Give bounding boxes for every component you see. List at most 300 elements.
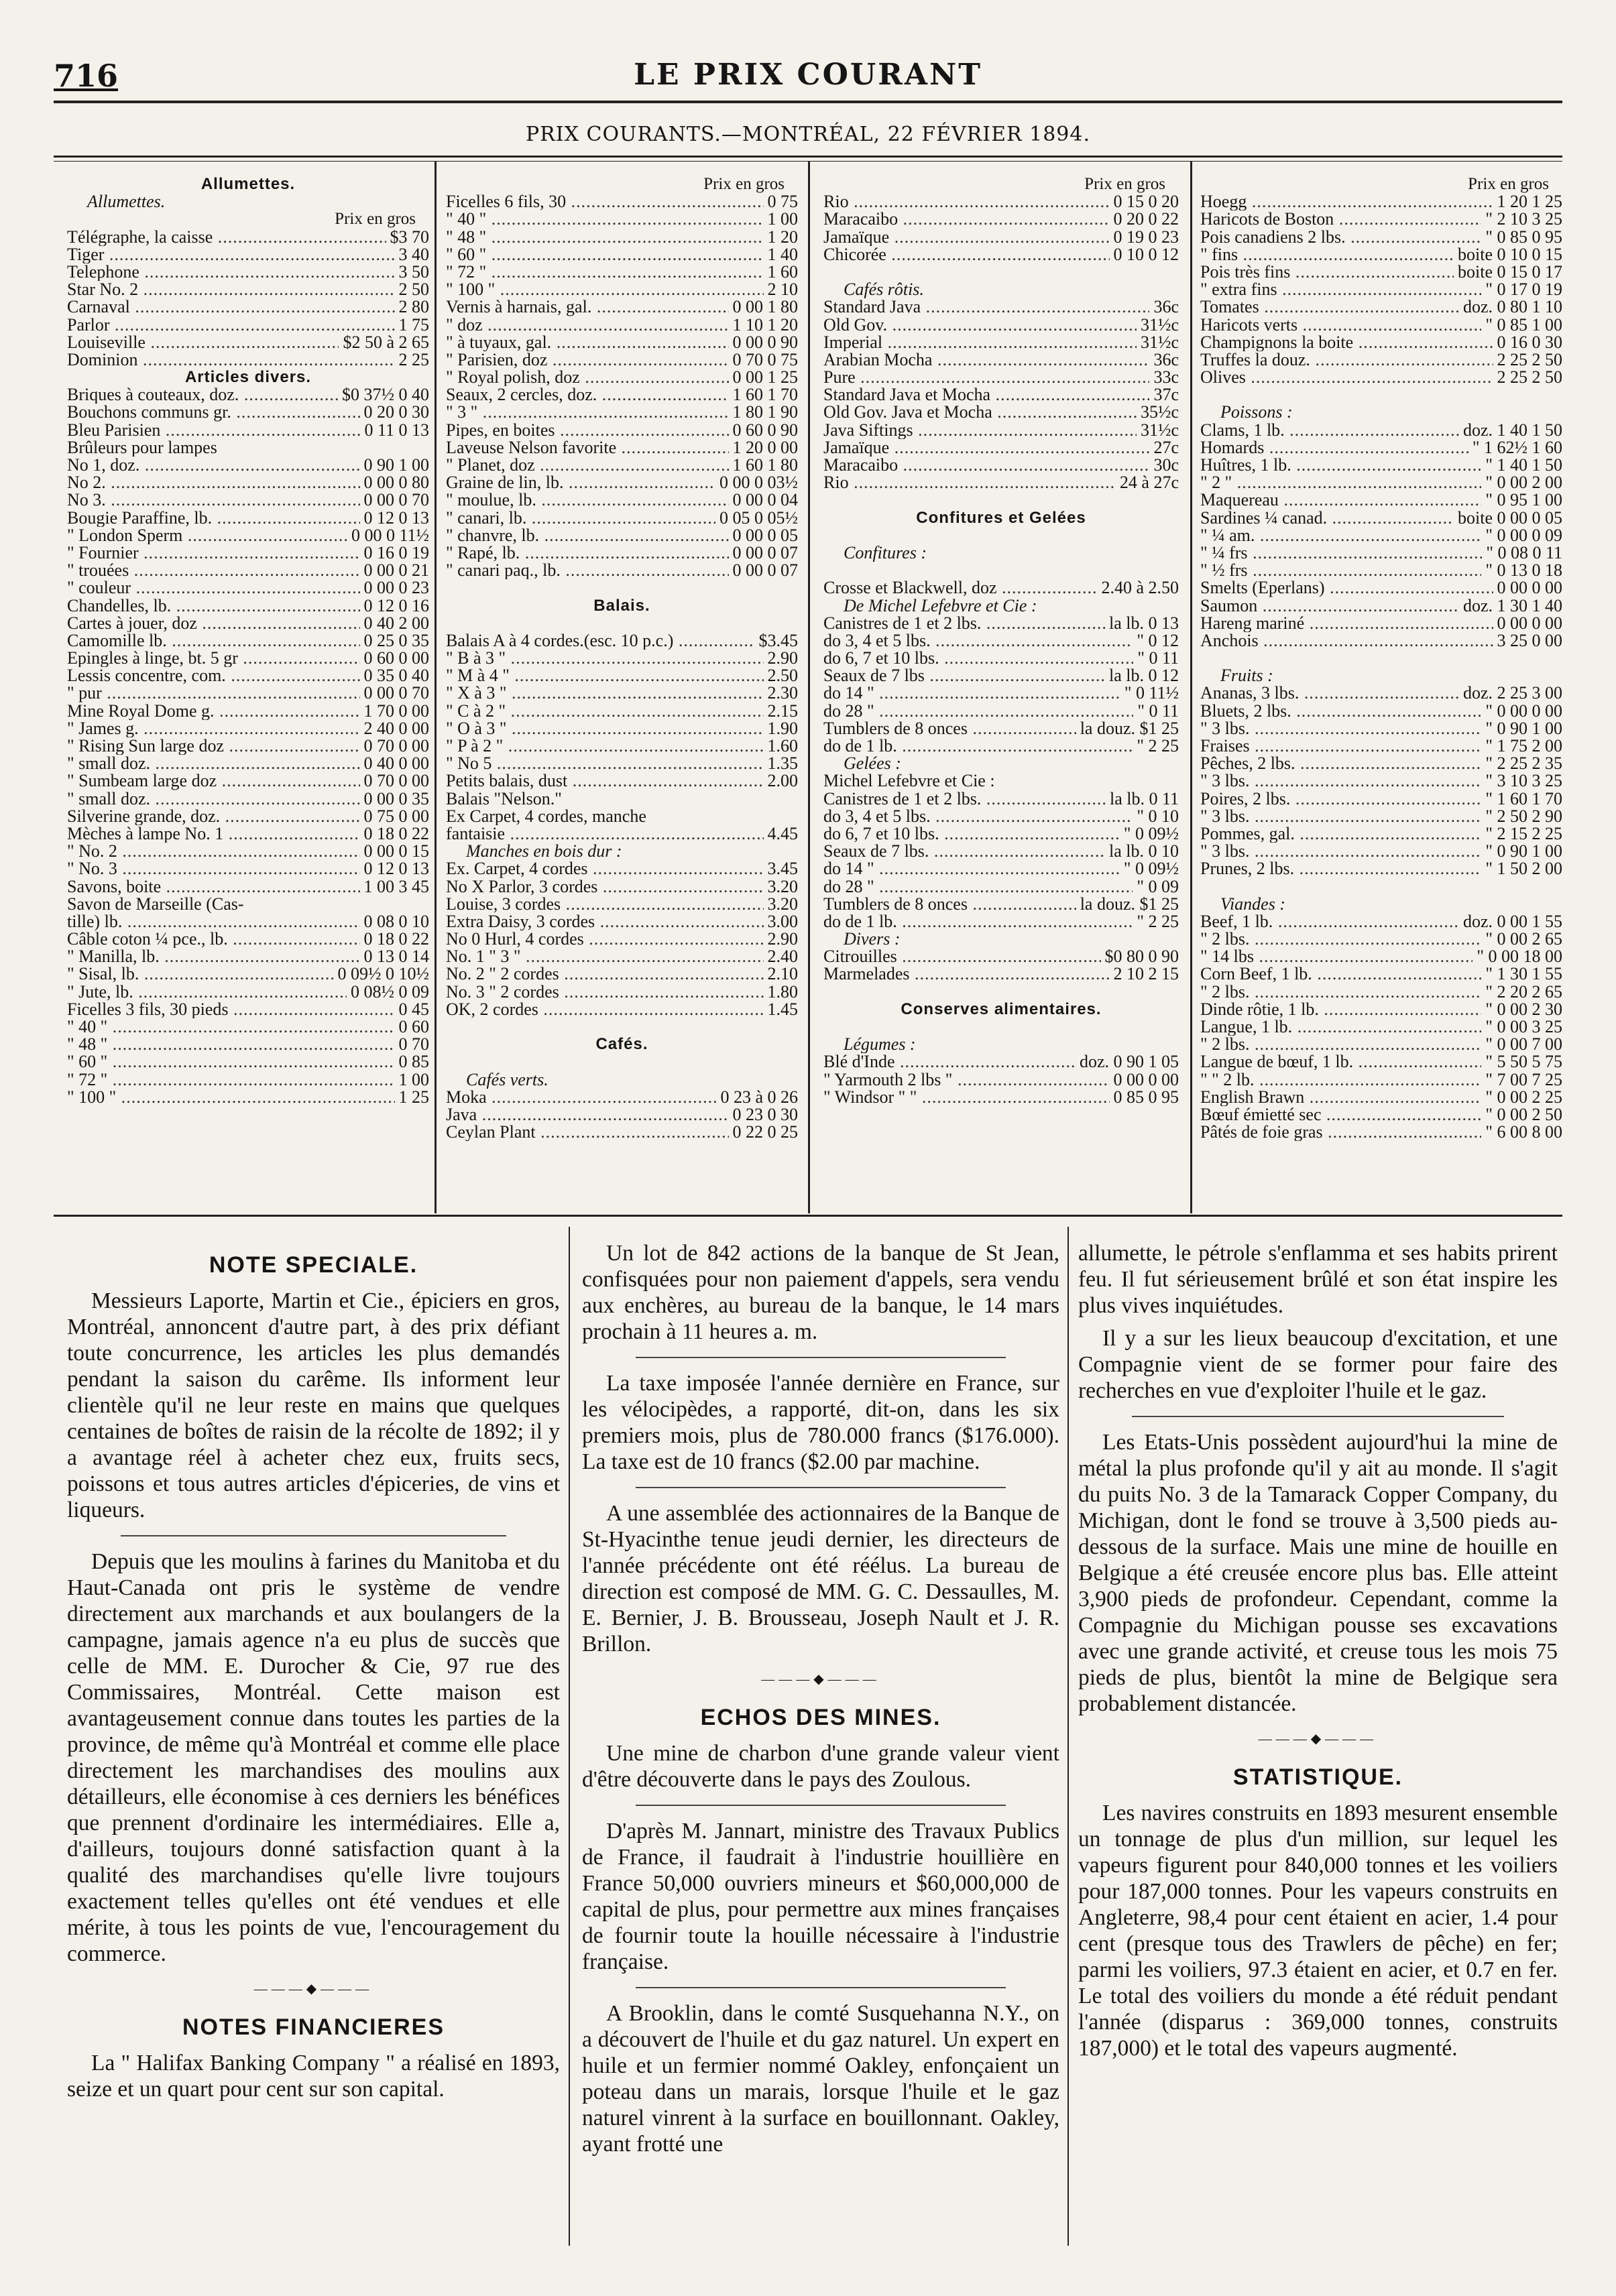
item-price: 27c bbox=[1153, 438, 1179, 457]
price-row bbox=[1200, 474, 1562, 491]
item-price: " 1 60 1 70 bbox=[1485, 790, 1562, 808]
item-label: Bœuf émietté sec ..... bbox=[1200, 1106, 1481, 1124]
price-row bbox=[823, 737, 1179, 755]
item-label: Carnaval ..... bbox=[67, 298, 395, 316]
item-price: 1.45 bbox=[767, 1000, 798, 1018]
price-list-heading: PRIX COURANTS.—MONTRÉAL, 22 FÉVRIER 1894. bbox=[525, 123, 1091, 146]
item-label: Champignons la boite ..... bbox=[1200, 334, 1493, 351]
item-label: Prunes, 2 lbs. ..... bbox=[1200, 860, 1481, 878]
item-price: la lb. 0 12 bbox=[1109, 667, 1179, 685]
ornament-divider: ———◆——— bbox=[1258, 1732, 1378, 1746]
item-label: Louiseville ..... bbox=[67, 334, 339, 351]
price-row bbox=[67, 281, 429, 298]
item-price: 36c bbox=[1153, 298, 1179, 316]
price-row bbox=[1200, 1124, 1562, 1141]
item-price: 2.30 bbox=[767, 684, 798, 703]
price-row bbox=[1200, 615, 1562, 632]
item-label: Canistres de 1 et 2 lbs. ..... bbox=[823, 615, 1105, 632]
price-row bbox=[67, 1036, 429, 1053]
price-row bbox=[67, 755, 429, 772]
item-label: " 72 " ..... bbox=[67, 1071, 395, 1089]
price-row bbox=[1200, 457, 1562, 474]
price-row bbox=[823, 422, 1179, 439]
item-price: 0 60 0 90 bbox=[732, 421, 798, 439]
price-row bbox=[1200, 229, 1562, 246]
item-price: 0 70 bbox=[398, 1036, 429, 1054]
price-row bbox=[1200, 1106, 1562, 1124]
price-row bbox=[67, 474, 429, 491]
item-label: " C à 2 " ..... bbox=[446, 703, 764, 720]
item-label: Saumon ..... bbox=[1200, 597, 1459, 615]
subsection-heading: Confitures : bbox=[844, 544, 927, 562]
item-label: " 3 lbs. ..... bbox=[1200, 843, 1481, 860]
ornament-divider: ———◆——— bbox=[253, 1982, 373, 1996]
item-price: 2 10 bbox=[767, 281, 798, 299]
item-price: 1 25 bbox=[398, 1088, 429, 1106]
item-price: boite 0 00 0 05 bbox=[1458, 509, 1562, 527]
item-label: Olives ..... bbox=[1200, 369, 1493, 386]
item-label: Savons, boite ..... bbox=[67, 878, 360, 896]
item-price: 31½c bbox=[1140, 333, 1179, 351]
item-price: 1 60 1 80 bbox=[732, 457, 798, 475]
table-bottom-rule bbox=[54, 1215, 1562, 1217]
item-label: Chandelles, lb. ..... bbox=[67, 597, 360, 615]
item-label: " 48 " ..... bbox=[446, 229, 764, 246]
item-price: " 0 10 bbox=[1137, 807, 1179, 825]
spacer bbox=[1200, 386, 1562, 404]
item-label: Old Gov. Java et Mocha ..... bbox=[823, 404, 1137, 421]
item-label: " canari paq., lb. ..... bbox=[446, 562, 729, 579]
price-row bbox=[823, 825, 1179, 843]
subsection-heading: Manches en bois dur : bbox=[466, 843, 622, 861]
price-row bbox=[67, 562, 429, 579]
item-price: 0 00 0 04 bbox=[732, 491, 798, 509]
item-label: " B à 3 " ..... bbox=[446, 650, 764, 667]
item-price: " 2 25 bbox=[1137, 737, 1179, 756]
item-price: 1.80 bbox=[767, 983, 798, 1001]
item-price: 2.40 à 2.50 bbox=[1101, 579, 1179, 597]
item-label: Beef, 1 lb. ..... bbox=[1200, 913, 1459, 930]
item-label: Extra Daisy, 3 cordes ..... bbox=[446, 913, 764, 930]
item-label: " 60 " ..... bbox=[67, 1053, 395, 1071]
price-row bbox=[67, 229, 429, 246]
item-price: 2 40 0 00 bbox=[363, 719, 429, 737]
price-row bbox=[67, 860, 429, 878]
item-price: 2.00 bbox=[767, 772, 798, 790]
item-price: 2 25 bbox=[398, 351, 429, 369]
item-price: 0 70 0 75 bbox=[732, 351, 798, 369]
price-row bbox=[823, 878, 1179, 896]
price-row bbox=[1200, 755, 1562, 772]
prix-en-gros-label: Prix en gros bbox=[1468, 176, 1549, 193]
price-row bbox=[1200, 298, 1562, 316]
paragraph: Les navires construits en 1893 mesurent ensemble un tonnage de plus d'un million, sur lequel les vapeurs figurent pour 840,000 tonnes et les voiliers pour 187,000 tonnes. Pour les vapeurs construits en Angleterre, 98,4 pour cent étaient en acier, 1.4 pour cent (presque tous des Trawlers de pêche) en fer; parmi les voiliers, 97.3 étaient en acier, et 0.7 en fer. Le total des voiliers du monde a été réduit pendant l'année (disparus : 369,000 tonnes, construits 187,000) et le total des vapeurs augmenté. bbox=[1078, 1801, 1558, 2061]
item-price: 0 60 0 00 bbox=[363, 650, 429, 668]
separator bbox=[636, 1805, 1006, 1806]
item-label: " 2 lbs. ..... bbox=[1200, 930, 1481, 948]
item-label: " M à 4 " ..... bbox=[446, 667, 764, 684]
price-row bbox=[446, 755, 798, 772]
price-row bbox=[1200, 369, 1562, 386]
item-label: " trouées ..... bbox=[67, 562, 360, 579]
item-label: " canari, lb. ..... bbox=[446, 509, 715, 527]
item-label: Camomille lb. ..... bbox=[67, 632, 360, 650]
price-row bbox=[67, 404, 429, 421]
item-price: 0 15 0 20 bbox=[1113, 193, 1179, 211]
item-label: Bougie Paraffine, lb. ..... bbox=[67, 509, 360, 527]
price-row bbox=[1200, 913, 1562, 930]
item-label: Silverine grande, doz. ..... bbox=[67, 808, 360, 825]
item-price: " 2 15 2 25 bbox=[1485, 825, 1562, 843]
item-price: 0 00 1 25 bbox=[732, 369, 798, 387]
price-row bbox=[446, 667, 798, 684]
price-row bbox=[823, 790, 1179, 808]
item-label: Hoegg ..... bbox=[1200, 193, 1493, 210]
item-price: " 5 50 5 75 bbox=[1485, 1053, 1562, 1071]
item-price: $0 80 0 90 bbox=[1104, 948, 1179, 966]
item-label: Jamaïque ..... bbox=[823, 229, 1110, 246]
item-label: Marmelades ..... bbox=[823, 965, 1110, 983]
item-label: Pâtés de foie gras ..... bbox=[1200, 1124, 1481, 1141]
item-label: " moulue, lb. ..... bbox=[446, 491, 729, 509]
price-row bbox=[823, 843, 1179, 860]
price-row bbox=[1200, 720, 1562, 737]
item-label: Seaux de 7 lbs. ..... bbox=[823, 843, 1105, 860]
item-price: 1.60 bbox=[767, 737, 798, 756]
item-price: " 0 85 1 00 bbox=[1485, 316, 1562, 334]
item-price: $2 50 à 2 65 bbox=[343, 333, 429, 351]
item-price: " 0 00 3 25 bbox=[1485, 1018, 1562, 1036]
item-price: " 3 10 3 25 bbox=[1485, 772, 1562, 790]
price-row bbox=[67, 825, 429, 843]
item-label: Standard Java et Mocha ..... bbox=[823, 386, 1149, 404]
item-price: 0 12 0 13 bbox=[363, 860, 429, 878]
text-line: Michel Lefebvre et Cie : bbox=[823, 772, 995, 790]
price-row bbox=[67, 263, 429, 281]
item-price: 0 16 0 30 bbox=[1497, 333, 1562, 351]
item-price: $3.45 bbox=[758, 631, 798, 650]
price-row bbox=[446, 896, 798, 913]
item-price: 2.90 bbox=[767, 650, 798, 668]
price-row bbox=[1200, 439, 1562, 457]
item-label: do 28 " ..... bbox=[823, 878, 1133, 896]
item-label: do de 1 lb. ..... bbox=[823, 737, 1133, 755]
item-label: " Fournier ..... bbox=[67, 544, 360, 562]
item-label: Pipes, en boites ..... bbox=[446, 422, 729, 439]
item-price: 3 50 bbox=[398, 263, 429, 282]
price-row bbox=[446, 334, 798, 351]
item-price: 37c bbox=[1153, 386, 1179, 404]
separator bbox=[1132, 1416, 1504, 1417]
subsection-heading: Viandes : bbox=[1220, 895, 1285, 913]
price-row bbox=[1200, 790, 1562, 808]
item-price: 0 00 0 70 bbox=[363, 684, 429, 703]
item-price: " 0 00 2 50 bbox=[1485, 1105, 1562, 1124]
item-price: 3 25 0 00 bbox=[1497, 631, 1562, 650]
item-label: Pommes, gal. ..... bbox=[1200, 825, 1481, 843]
item-price: 0 05 0 05½ bbox=[719, 509, 798, 527]
item-label: Java ..... bbox=[446, 1106, 729, 1124]
item-label: Clams, 1 lb. ..... bbox=[1200, 422, 1459, 439]
price-row bbox=[1200, 948, 1562, 965]
subsection-heading: Gelées : bbox=[844, 755, 901, 773]
item-price: 33c bbox=[1153, 369, 1179, 387]
column-divider bbox=[435, 161, 437, 1213]
price-row bbox=[446, 878, 798, 896]
item-price: " 0 17 0 19 bbox=[1485, 281, 1562, 299]
price-row bbox=[823, 632, 1179, 650]
price-row bbox=[823, 965, 1179, 983]
item-label: Ficelles 6 fils, 30 ..... bbox=[446, 193, 764, 210]
item-price: 3.20 bbox=[767, 878, 798, 896]
item-price: 0 35 0 40 bbox=[363, 667, 429, 685]
price-row bbox=[446, 457, 798, 474]
item-price: " 0 00 2 65 bbox=[1485, 930, 1562, 949]
item-price: 1 00 bbox=[398, 1071, 429, 1089]
item-label: do 6, 7 et 10 lbs. ..... bbox=[823, 650, 1133, 667]
price-row bbox=[823, 650, 1179, 667]
item-label: Langue de bœuf, 1 lb. ..... bbox=[1200, 1053, 1481, 1071]
item-label: Rio ..... bbox=[823, 193, 1110, 210]
price-row bbox=[67, 684, 429, 702]
item-price: " 0 00 18 00 bbox=[1477, 948, 1562, 966]
item-label: Briques à couteaux, doz. ..... bbox=[67, 386, 338, 404]
item-label: Truffes la douz. ..... bbox=[1200, 351, 1493, 369]
price-row bbox=[67, 579, 429, 597]
price-row bbox=[67, 334, 429, 351]
item-label: Canistres de 1 et 2 lbs. ..... bbox=[823, 790, 1106, 808]
item-price: " 0 95 1 00 bbox=[1485, 491, 1562, 509]
item-price: $0 37½ 0 40 bbox=[342, 386, 429, 404]
item-label: " Sisal, lb. ..... bbox=[67, 965, 334, 983]
subsection-heading: Allumettes. bbox=[87, 193, 166, 211]
item-price: 30c bbox=[1153, 457, 1179, 475]
item-price: 2.15 bbox=[767, 702, 798, 720]
price-row bbox=[67, 737, 429, 755]
item-price: 31½c bbox=[1140, 316, 1179, 334]
price-row bbox=[823, 229, 1179, 246]
item-price: 0 00 0 35 bbox=[363, 790, 429, 808]
price-row bbox=[67, 808, 429, 825]
item-label: " ¼ am. ..... bbox=[1200, 527, 1481, 544]
item-label: " 100 " ..... bbox=[67, 1089, 395, 1106]
item-price: " 0 00 2 30 bbox=[1485, 1000, 1562, 1018]
price-column-2 bbox=[446, 176, 798, 1205]
item-label: Star No. 2 ..... bbox=[67, 281, 395, 298]
price-row bbox=[67, 527, 429, 544]
item-label: Haricots verts ..... bbox=[1200, 316, 1481, 334]
price-row bbox=[67, 1071, 429, 1089]
section-heading: Articles divers. bbox=[184, 369, 312, 387]
item-price: 2 25 2 50 bbox=[1497, 369, 1562, 387]
price-row bbox=[1200, 579, 1562, 597]
item-label: " small doz. ..... bbox=[67, 790, 360, 808]
item-label: No. 3 " 2 cordes ..... bbox=[446, 983, 764, 1001]
subsection-heading: Poissons : bbox=[1220, 404, 1293, 422]
item-label: do de 1 lb. ..... bbox=[823, 913, 1133, 930]
spacer bbox=[446, 1018, 798, 1036]
price-row bbox=[446, 474, 798, 491]
section-heading: Allumettes. bbox=[200, 176, 296, 193]
item-price: 0 70 0 00 bbox=[363, 772, 429, 790]
item-price: 0 85 bbox=[398, 1053, 429, 1071]
item-price: 1 20 1 25 bbox=[1497, 193, 1562, 211]
item-price: " 7 00 7 25 bbox=[1485, 1071, 1562, 1089]
spacer bbox=[823, 983, 1179, 1001]
price-column-1 bbox=[67, 176, 429, 1205]
item-price: " 0 12 bbox=[1137, 631, 1179, 650]
text-line: Savon de Marseille (Cas- bbox=[67, 895, 244, 913]
item-label: " Windsor " " ..... bbox=[823, 1089, 1110, 1106]
item-label: Dinde rôtie, 1 lb. ..... bbox=[1200, 1001, 1481, 1018]
item-label: No 1, doz. ..... bbox=[67, 457, 360, 474]
item-price: 2 10 2 15 bbox=[1113, 965, 1179, 983]
item-price: doz. 0 80 1 10 bbox=[1462, 298, 1562, 316]
paragraph: Les Etats-Unis possèdent aujourd'hui la mine de métal la plus profonde qu'il y ait au monde. Il s'agit du puits No. 3 de la Tamarack Copper Company, du Michigan, dont le fond se trouve à 3,500 pieds au-dessous de la surface. Mais une mine de houille en Belgique a été creusée encore plus bas. Elle atteint 3,900 pieds de profondeur. Cependant, comme la Compagnie du Michigan pousse ses excavations avec une grande activité, et creuse tous les mois 75 pieds de plus, bientôt la mine de Belgique sera probablement distancée. bbox=[1078, 1430, 1558, 1716]
price-row bbox=[67, 1089, 429, 1106]
price-column-3 bbox=[823, 176, 1179, 1205]
price-row bbox=[446, 193, 798, 210]
item-label: Télégraphe, la caisse ..... bbox=[67, 229, 386, 246]
item-price: 0 13 0 14 bbox=[363, 948, 429, 966]
item-price: 0 18 0 22 bbox=[363, 825, 429, 843]
item-price: " 1 50 2 00 bbox=[1485, 860, 1562, 878]
paragraph: Messieurs Laporte, Martin et Cie., épiciers en gros, Montréal, annoncent d'autre part, à des prix défiant toute concurrence, les articles les plus demandés pendant la saison du carême. Ils informent leur clientèle qu'il ne leur reste en mains que quelques centaines de boîtes de raisin de la récolte de 1892; il y a avantage réel à acheter chez eux, fruits secs, poissons et tous autres articles d'épiceries, de vins et liqueurs. bbox=[67, 1288, 560, 1522]
item-label: Ex. Carpet, 4 cordes ..... bbox=[446, 860, 764, 878]
item-price: " 0 00 0 09 bbox=[1485, 526, 1562, 544]
item-price: " 0 09½ bbox=[1123, 825, 1179, 843]
item-label: Poires, 2 lbs. ..... bbox=[1200, 790, 1481, 808]
spacer bbox=[1200, 878, 1562, 896]
item-label: Tumblers de 8 onces ..... bbox=[823, 720, 1076, 737]
item-price: 4.45 bbox=[767, 825, 798, 843]
item-label: Lessis concentre, com. ..... bbox=[67, 667, 360, 684]
item-label: " 3 lbs. ..... bbox=[1200, 808, 1481, 825]
item-price: " 1 40 1 50 bbox=[1485, 457, 1562, 475]
item-price: la lb. 0 10 bbox=[1109, 843, 1179, 861]
item-price: " 0 09 bbox=[1137, 878, 1179, 896]
item-label: Graine de lin, lb. ..... bbox=[446, 474, 715, 491]
section-title-note-speciale: NOTE SPECIALE. bbox=[209, 1252, 418, 1278]
item-label: Pure ..... bbox=[823, 369, 1149, 386]
price-row bbox=[1200, 965, 1562, 983]
item-price: " 0 11 bbox=[1137, 650, 1179, 668]
section-title-statistique: STATISTIQUE. bbox=[1232, 1764, 1403, 1790]
item-label: " " 2 lb. ..... bbox=[1200, 1071, 1481, 1089]
price-row bbox=[67, 632, 429, 650]
price-row bbox=[1200, 491, 1562, 509]
item-price: 2 80 bbox=[398, 298, 429, 316]
paragraph: A Brooklin, dans le comté Susquehanna N.Y., on a découvert de l'huile et du gaz naturel. Un expert en huile et un fermier nommé Oakley, enfonçaient un poteau dans un marais, lorsque l'huile et le gaz naturel vinrent à la surface en bouillonnant. Oakley, ayant frotté une bbox=[582, 2001, 1059, 2157]
item-price: " 0 00 2 00 bbox=[1485, 474, 1562, 492]
item-label: " O à 3 " ..... bbox=[446, 720, 764, 737]
price-row bbox=[823, 1089, 1179, 1106]
item-price: 0 00 0 00 bbox=[1497, 614, 1562, 632]
item-price: 0 00 0 11½ bbox=[351, 526, 429, 544]
price-row bbox=[67, 316, 429, 334]
price-row bbox=[446, 351, 798, 369]
item-price: 1 80 1 90 bbox=[732, 404, 798, 422]
item-label: Cartes à jouer, doz ..... bbox=[67, 615, 360, 632]
item-price: 0 00 0 80 bbox=[363, 474, 429, 492]
item-label: Bleu Parisien ..... bbox=[67, 422, 360, 439]
item-label: " pur ..... bbox=[67, 684, 360, 702]
item-label: " 100 " ..... bbox=[446, 281, 764, 298]
price-row bbox=[823, 579, 1179, 597]
spacer bbox=[446, 579, 798, 597]
item-price: 0 00 0 15 bbox=[363, 843, 429, 861]
price-row bbox=[67, 298, 429, 316]
column-divider bbox=[1067, 1227, 1069, 2246]
price-row bbox=[446, 913, 798, 930]
item-price: 0 90 1 00 bbox=[363, 457, 429, 475]
item-price: " 0 00 7 00 bbox=[1485, 1036, 1562, 1054]
item-price: " 0 11 bbox=[1137, 702, 1179, 720]
price-row bbox=[1200, 983, 1562, 1001]
item-price: 0 20 0 22 bbox=[1113, 210, 1179, 229]
price-row bbox=[446, 703, 798, 720]
price-row bbox=[823, 457, 1179, 474]
item-price: 2.10 bbox=[767, 965, 798, 983]
price-row bbox=[1200, 351, 1562, 369]
item-label: " 60 " ..... bbox=[446, 246, 764, 263]
item-price: 0 23 à 0 26 bbox=[720, 1088, 798, 1106]
item-price: 1 00 3 45 bbox=[363, 878, 429, 896]
paragraph: A une assemblée des actionnaires de la Banque de St-Hyacinthe tenue jeudi dernier, les directeurs de l'année précédente ont été réélus. La bureau de direction est composé de MM. G. C. Dessaulles, M. E. Bernier, J. B. Brousseau, Joseph Nault et J. R. Brillon. bbox=[582, 1501, 1059, 1656]
item-label: " Rapé, lb. ..... bbox=[446, 544, 729, 562]
item-price: 0 12 0 16 bbox=[363, 597, 429, 615]
item-price: la douz. $1 25 bbox=[1080, 895, 1179, 913]
price-row bbox=[67, 930, 429, 948]
separator bbox=[636, 1487, 1006, 1488]
item-label: Dominion ..... bbox=[67, 351, 395, 369]
price-row bbox=[823, 316, 1179, 334]
spacer bbox=[823, 263, 1179, 281]
price-row bbox=[1200, 1089, 1562, 1106]
item-price: 0 45 bbox=[398, 1000, 429, 1018]
price-row bbox=[67, 491, 429, 509]
section-heading: Cafés. bbox=[595, 1036, 648, 1054]
item-price: 0 00 0 07 bbox=[732, 544, 798, 562]
price-row bbox=[67, 790, 429, 808]
article-column-2 bbox=[582, 1240, 1059, 2164]
section-title-notes-financieres: NOTES FINANCIERES bbox=[182, 2014, 445, 2040]
price-row bbox=[67, 703, 429, 720]
paragraph: Un lot de 842 actions de la banque de St Jean, confisquées pour non paiement d'appels, sera vendu aux enchères, au bureau de la banque, le 14 mars prochain à 11 heures a. m. bbox=[582, 1241, 1059, 1344]
price-row bbox=[823, 860, 1179, 878]
item-price: " 1 62½ 1 60 bbox=[1472, 438, 1562, 457]
price-row bbox=[446, 965, 798, 983]
item-label: Homards ..... bbox=[1200, 439, 1468, 457]
item-label: do 14 " ..... bbox=[823, 860, 1120, 878]
price-row bbox=[67, 544, 429, 562]
item-price: 0 11 0 13 bbox=[364, 421, 429, 439]
column-divider bbox=[569, 1227, 570, 2246]
item-label: " 3 lbs. ..... bbox=[1200, 720, 1481, 737]
price-row bbox=[823, 1053, 1179, 1071]
item-label: Pêches, 2 lbs. ..... bbox=[1200, 755, 1481, 772]
item-label: " fins ..... bbox=[1200, 246, 1454, 263]
price-row bbox=[446, 229, 798, 246]
price-row bbox=[1200, 316, 1562, 334]
item-price: doz. 1 30 1 40 bbox=[1462, 597, 1562, 615]
item-label: " ¼ frs ..... bbox=[1200, 544, 1482, 562]
subsection-heading: De Michel Lefebvre et Cie : bbox=[844, 597, 1037, 615]
item-label: " 2 lbs. ..... bbox=[1200, 983, 1481, 1001]
item-label: " couleur ..... bbox=[67, 579, 360, 597]
price-row bbox=[67, 1053, 429, 1071]
item-price: 2 25 2 50 bbox=[1497, 351, 1562, 369]
